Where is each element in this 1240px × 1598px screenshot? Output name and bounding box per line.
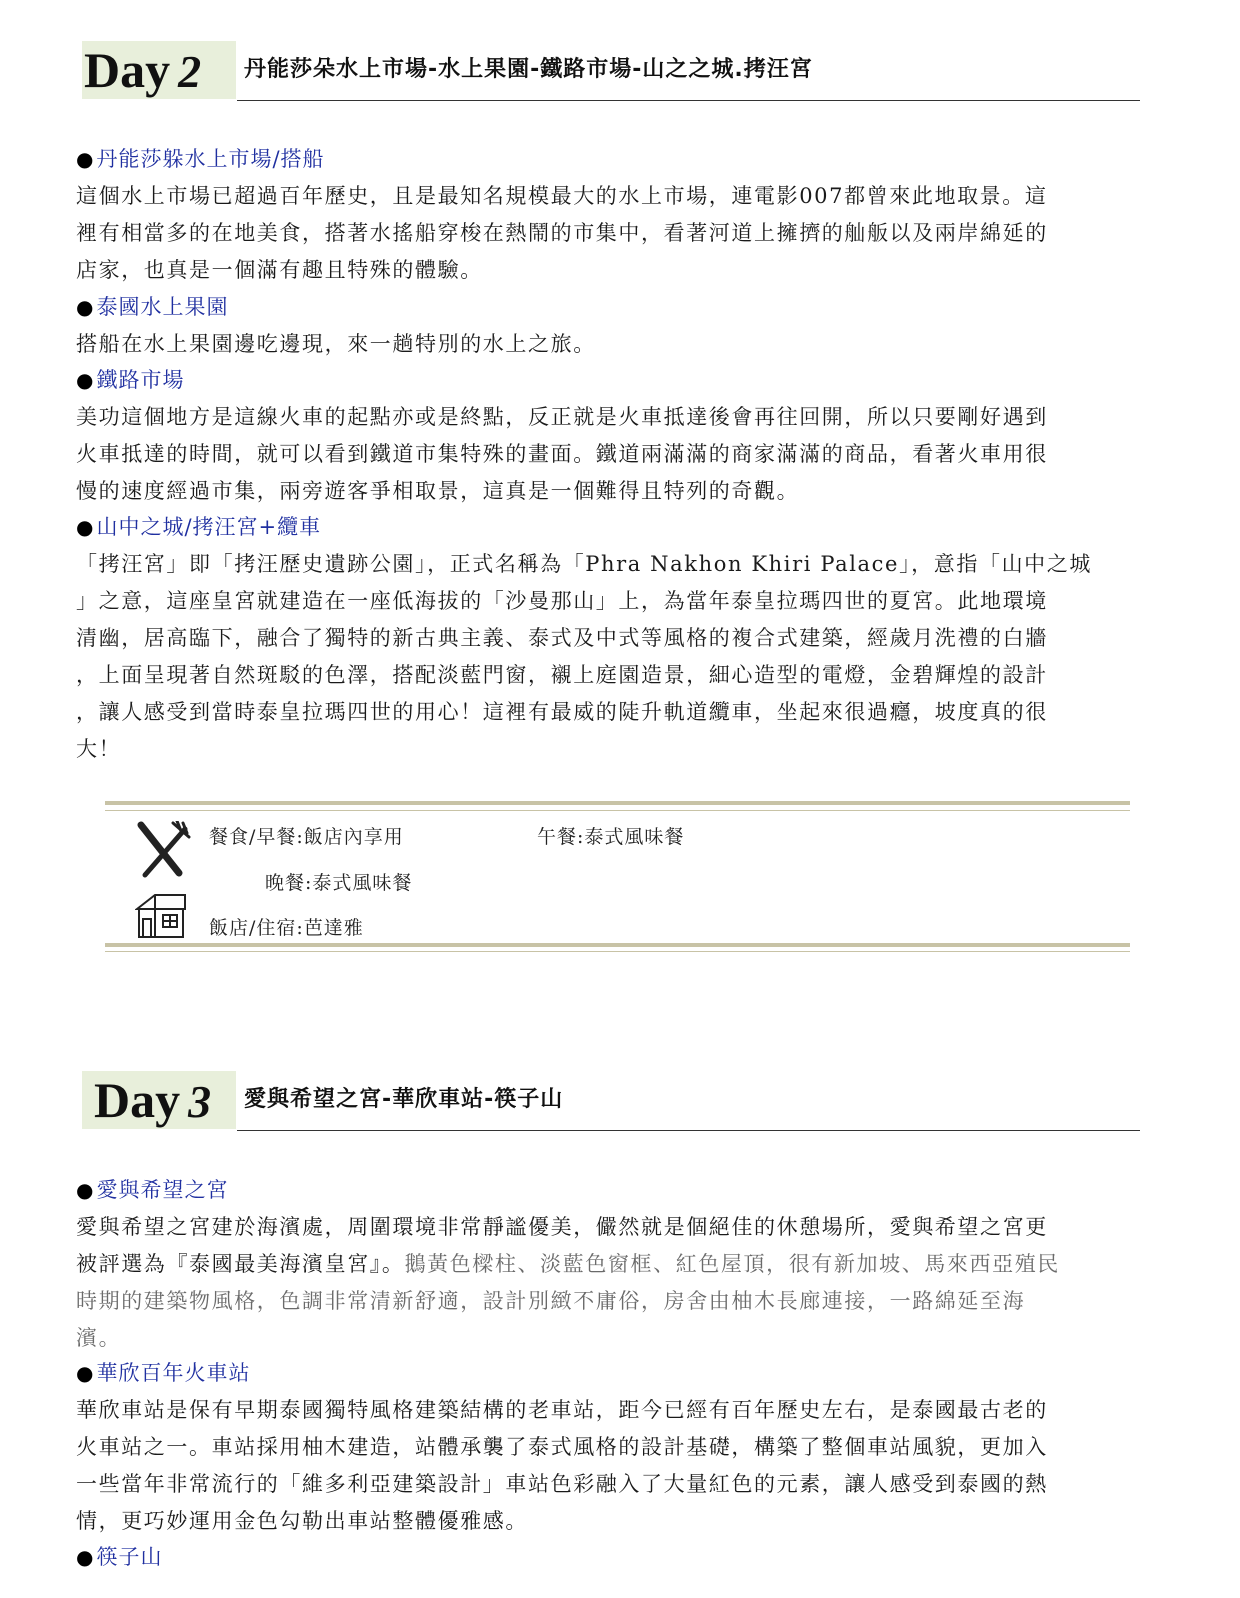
section-line: 大！ bbox=[76, 737, 122, 761]
section-heading: ●鐵路市場 bbox=[76, 368, 185, 392]
section-line: 火車站之一。車站採用柚木建造，站體承襲了泰式風格的設計基礎，構築了整個車站風貌，更加入 bbox=[76, 1435, 1048, 1459]
day2-section-railway-market bbox=[76, 362, 1134, 510]
section-heading: ●泰國水上果園 bbox=[76, 295, 229, 319]
section-line: ，上面呈現著自然斑駁的色澤，搭配淡藍門窗，襯上庭園造景，細心造型的電燈，金碧輝煌的設計 bbox=[76, 663, 1048, 687]
section-line: 美功這個地方是這線火車的起點亦或是終點，反正就是火車抵達後會再往回開，所以只要剛好遇到 bbox=[76, 405, 1048, 429]
section-line: 「拷汪宮」即「拷汪歷史遺跡公園」，正式名稱為「Phra Nakhon Khiri Palace」，意指「山中之城 bbox=[76, 552, 1092, 576]
meal-dinner: 晚餐:泰式風味餐 bbox=[265, 872, 413, 894]
section-line: 愛與希望之宮建於海濱處，周圍環境非常靜謐優美，儼然就是個絕佳的休憩場所，愛與希望之宮更 bbox=[76, 1215, 1048, 1239]
day3-title-rule bbox=[237, 1130, 1140, 1131]
bullet-icon: ● bbox=[76, 515, 95, 539]
day3-section-chopstick-hill bbox=[76, 1539, 1134, 1576]
section-line: 這個水上市場已超過百年歷史，且是最知名規模最大的水上市場，連電影007都曾來此地取景。這 bbox=[76, 184, 1048, 208]
bullet-icon: ● bbox=[76, 147, 95, 171]
day2-title: 丹能莎朵水上市場-水上果園-鐵路市場-山之之城.拷汪宮 bbox=[244, 57, 813, 82]
divider bbox=[105, 801, 1130, 805]
meal-hotel-box bbox=[105, 801, 1130, 955]
section-line: 清幽，居高臨下，融合了獨特的新古典主義、泰式及中式等風格的複合式建築，經歲月洗禮的白牆 bbox=[76, 626, 1048, 650]
day2-section-damnoen bbox=[76, 141, 1134, 289]
section-line: 情，更巧妙運用金色勾勒出車站整體優雅感。 bbox=[76, 1509, 528, 1533]
bullet-icon: ● bbox=[76, 1545, 95, 1569]
day2-header bbox=[82, 41, 1140, 101]
section-heading: ●山中之城/拷汪宮+纜車 bbox=[76, 515, 322, 539]
section-heading: ●筷子山 bbox=[76, 1545, 163, 1569]
divider bbox=[105, 810, 1130, 811]
bullet-icon: ● bbox=[76, 1361, 95, 1385]
divider bbox=[105, 943, 1130, 947]
section-line: 」之意，這座皇宮就建造在一座低海拔的「沙曼那山」上，為當年泰皇拉瑪四世的夏宮。此地環境 bbox=[76, 589, 1048, 613]
divider bbox=[105, 951, 1130, 952]
hotel-stay: 飯店/住宿:芭達雅 bbox=[209, 917, 364, 939]
day2-title-rule bbox=[237, 100, 1140, 101]
section-line: 被評選為『泰國最美海濱皇宮』。鵝黃色樑柱、淡藍色窗框、紅色屋頂，很有新加坡、馬來西亞殖民 bbox=[76, 1252, 1060, 1276]
day2-section-fruit-garden bbox=[76, 289, 1134, 363]
section-line: 時期的建築物風格，色調非常清新舒適，設計別緻不庸俗，房舍由柚木長廊連接，一路綿延至海 bbox=[76, 1289, 1026, 1313]
section-heading: ●丹能莎躲水上市場/搭船 bbox=[76, 147, 325, 171]
day3-section-hua-hin-station bbox=[76, 1355, 1134, 1540]
day2-label: Day 2 bbox=[84, 42, 202, 98]
section-line: 火車抵達的時間，就可以看到鐵道市集特殊的畫面。鐵道兩滿滿的商家滿滿的商品，看著火車用很 bbox=[76, 442, 1048, 466]
fork-knife-icon bbox=[135, 821, 191, 879]
day3-section-love-hope-palace bbox=[76, 1172, 1134, 1357]
section-line: ，讓人感受到當時泰皇拉瑪四世的用心！這裡有最威的陡升軌道纜車，坐起來很過癮，坡度真的很 bbox=[76, 700, 1048, 724]
bullet-icon: ● bbox=[76, 368, 95, 392]
section-line: 搭船在水上果園邊吃邊現，來一趟特別的水上之旅。 bbox=[76, 332, 596, 356]
section-line: 慢的速度經過市集，兩旁遊客爭相取景，這真是一個難得且特列的奇觀。 bbox=[76, 479, 800, 503]
day2-section-khao-wang bbox=[76, 509, 1134, 768]
day3-header bbox=[82, 1071, 1140, 1131]
bullet-icon: ● bbox=[76, 295, 95, 319]
section-line: 店家，也真是一個滿有趣且特殊的體驗。 bbox=[76, 258, 483, 282]
meal-lunch: 午餐:泰式風味餐 bbox=[537, 826, 685, 848]
meal-breakfast: 餐食/早餐:飯店內享用 bbox=[209, 826, 404, 848]
day3-badge bbox=[82, 1071, 236, 1129]
section-line: 裡有相當多的在地美食，搭著水搖船穿梭在熱鬧的市集中，看著河道上擁擠的舢舨以及兩岸綿延的 bbox=[76, 221, 1048, 245]
day3-title: 愛與希望之宮-華欣車站-筷子山 bbox=[244, 1087, 564, 1112]
house-icon bbox=[135, 891, 187, 939]
section-line: 華欣車站是保有早期泰國獨特風格建築結構的老車站，距今已經有百年歷史左右，是泰國最古老的 bbox=[76, 1398, 1048, 1422]
section-heading: ●華欣百年火車站 bbox=[76, 1361, 251, 1385]
section-line: 一些當年非常流行的「維多利亞建築設計」車站色彩融入了大量紅色的元素，讓人感受到泰國的熱 bbox=[76, 1472, 1048, 1496]
section-heading: ●愛與希望之宮 bbox=[76, 1178, 229, 1202]
section-line: 濱。 bbox=[76, 1326, 122, 1350]
day3-label: Day 3 bbox=[94, 1072, 212, 1128]
day2-badge bbox=[82, 41, 236, 99]
bullet-icon: ● bbox=[76, 1178, 95, 1202]
